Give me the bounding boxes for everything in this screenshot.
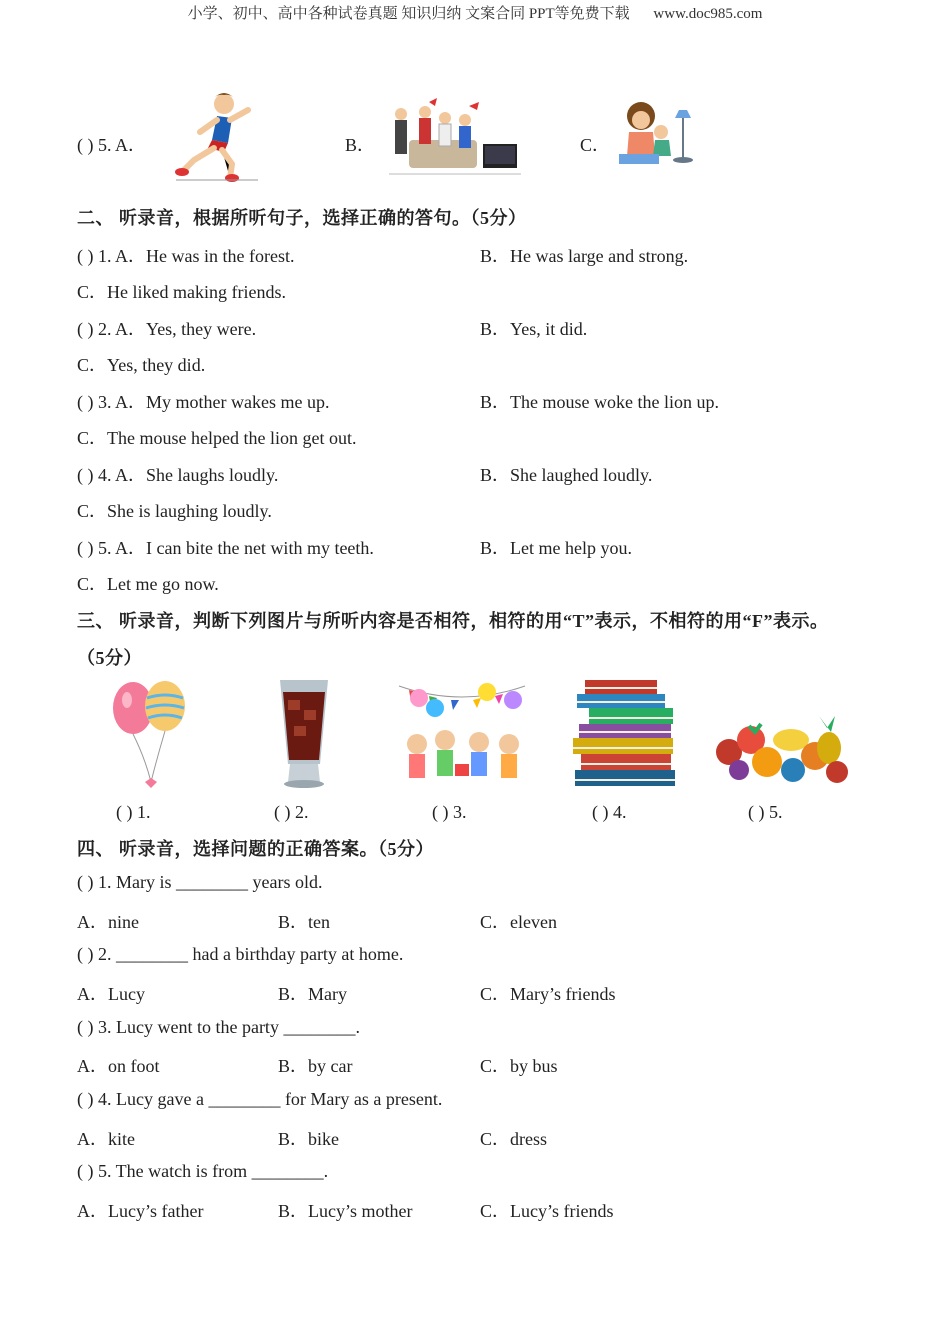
s2-q3-option-b: B．The mouse woke the lion up. — [480, 392, 719, 412]
s4-q4-option-a: A．kite — [77, 1129, 135, 1149]
cola-glass-picture — [274, 676, 334, 790]
s2-q2-option-c: C．Yes, they did. — [77, 355, 206, 375]
page-header — [0, 2, 950, 23]
birthday-party-children-picture — [395, 678, 529, 786]
s2-q5-option-c: C．Let me go now. — [77, 574, 219, 594]
header-website[interactable]: www.doc985.com — [653, 6, 763, 22]
s4-q3: ( ) 3. Lucy went to the party ________. — [77, 1017, 360, 1037]
s4-q3-option-c: C．by bus — [480, 1056, 558, 1076]
s4-q4-option-c: C．dress — [480, 1129, 547, 1149]
balloons-picture — [105, 678, 191, 792]
s4-q5-option-c: C．Lucy’s friends — [480, 1201, 614, 1221]
stack-of-books-picture — [571, 676, 679, 790]
section-3-score: （5分） — [77, 648, 142, 668]
part1-q5-option-c: C． — [580, 135, 611, 155]
s4-q5: ( ) 5. The watch is from ________. — [77, 1161, 329, 1181]
s3-item-2: ( ) 2. — [274, 802, 309, 822]
s4-q4: ( ) 4. Lucy gave a ________ for Mary as a present. — [77, 1089, 443, 1109]
watching-tv-family-picture — [389, 98, 521, 178]
s4-q5-option-a: A．Lucy’s father — [77, 1201, 204, 1221]
s3-item-5: ( ) 5. — [748, 802, 783, 822]
s2-q4: ( ) 4. A．She laughs loudly. — [77, 465, 279, 485]
header-promo-text: 小学、初中、高中各种试卷真题 知识归纳 文案合同 PPT等免费下载 — [187, 6, 630, 22]
s4-q3-option-a: A．on foot — [77, 1056, 160, 1076]
s4-q4-option-b: B．bike — [278, 1129, 339, 1149]
s3-item-3: ( ) 3. — [432, 802, 467, 822]
s2-q5-option-b: B．Let me help you. — [480, 538, 632, 558]
s4-q1: ( ) 1. Mary is ________ years old. — [77, 872, 323, 892]
s4-q2: ( ) 2. ________ had a birthday party at home. — [77, 944, 404, 964]
section-4-title: 四、 听录音，选择问题的正确答案。（5分） — [77, 839, 434, 859]
reading-mother-child-picture — [617, 98, 699, 170]
s4-q2-option-a: A．Lucy — [77, 984, 145, 1004]
s4-q1-option-b: B．ten — [278, 912, 330, 932]
s2-q3-option-c: C．The mouse helped the lion get out. — [77, 428, 357, 448]
running-boy-picture — [172, 88, 260, 182]
s4-q5-option-b: B．Lucy’s mother — [278, 1201, 413, 1221]
s2-q2: ( ) 2. A．Yes, they were. — [77, 319, 257, 339]
s2-q2-option-b: B．Yes, it did. — [480, 319, 588, 339]
s4-q1-option-c: C．eleven — [480, 912, 557, 932]
s2-q4-option-b: B．She laughed loudly. — [480, 465, 653, 485]
s4-q3-option-b: B．by car — [278, 1056, 353, 1076]
s4-q1-option-a: A．nine — [77, 912, 139, 932]
s2-q5: ( ) 5. A．I can bite the net with my teeth. — [77, 538, 374, 558]
part1-q5-option-b: B． — [345, 135, 376, 155]
s2-q1-option-c: C．He liked making friends. — [77, 282, 286, 302]
s3-item-1: ( ) 1. — [116, 802, 151, 822]
s3-item-4: ( ) 4. — [592, 802, 627, 822]
fruits-picture — [709, 712, 851, 792]
s4-q2-option-b: B．Mary — [278, 984, 347, 1004]
section-3-title: 三、 听录音，判断下列图片与所听内容是否相符，相符的用“T”表示，不相符的用“F”表示。 — [77, 611, 829, 631]
s4-q2-option-c: C．Mary’s friends — [480, 984, 616, 1004]
s2-q1: ( ) 1. A．He was in the forest. — [77, 246, 295, 266]
part1-q5-option-a: ( ) 5. A． — [77, 135, 146, 155]
s2-q4-option-c: C．She is laughing loudly. — [77, 501, 272, 521]
section-2-title: 二、 听录音，根据所听句子，选择正确的答句。（5分） — [77, 208, 527, 228]
s2-q3: ( ) 3. A．My mother wakes me up. — [77, 392, 330, 412]
s2-q1-option-b: B．He was large and strong. — [480, 246, 689, 266]
